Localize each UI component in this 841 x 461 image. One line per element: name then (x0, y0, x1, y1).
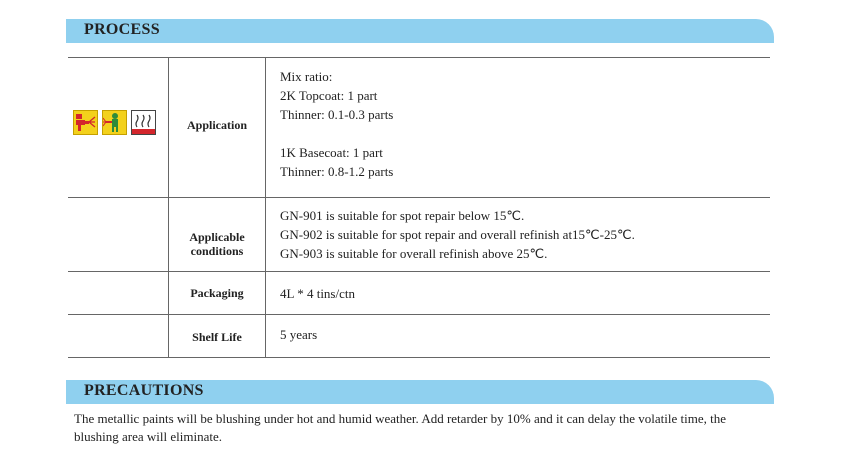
process-table (68, 57, 770, 358)
application-value (266, 58, 770, 197)
precautions-title: PRECAUTIONS (84, 382, 204, 399)
empty-icon-cell (68, 315, 169, 357)
gn902-line: GN-902 is suitable for spot repair and overall refinish at15℃-25℃. (280, 227, 635, 242)
thinner-line-1: Thinner: 0.1-0.3 parts (280, 107, 394, 122)
icon-cell (68, 58, 169, 197)
conditions-value (266, 198, 770, 271)
table-row-application (68, 58, 770, 198)
packaging-label-cell (169, 272, 266, 314)
conditions-label-line-1: Applicable (189, 230, 245, 244)
gn903-line: GN-903 is suitable for overall refinish above 25℃. (280, 246, 548, 261)
table-row-shelf-life (68, 315, 770, 358)
table-row-conditions (68, 198, 770, 272)
mix-ratio-line: Mix ratio: (280, 69, 333, 84)
conditions-label-line-2: conditions (190, 244, 244, 258)
spacer-line (280, 124, 770, 143)
topcoat-line: 2K Topcoat: 1 part (280, 88, 378, 103)
shelf-life-label-cell (169, 315, 266, 357)
spray-worker-icon (102, 110, 127, 135)
table-row-packaging (68, 272, 770, 315)
precautions-text: The metallic paints will be blushing under hot and humid weather. Add retarder by 10% and it can delay the volatile time, the blushing area will eliminate. (74, 411, 726, 444)
conditions-label (169, 230, 265, 258)
gn901-line: GN-901 is suitable for spot repair below 15℃. (280, 208, 525, 223)
shelf-life-label: Shelf Life (192, 330, 242, 344)
packaging-value (266, 272, 770, 314)
process-title: PROCESS (84, 21, 160, 38)
application-label-cell (169, 58, 266, 197)
precautions-banner (66, 380, 774, 404)
application-label: Application (186, 118, 247, 132)
conditions-label-cell (169, 198, 266, 271)
heat-drying-icon (131, 110, 156, 135)
packaging-label: Packaging (190, 286, 244, 300)
spray-gun-icon (73, 110, 98, 135)
basecoat-line: 1K Basecoat: 1 part (280, 145, 383, 160)
shelf-life-line: 5 years (280, 327, 318, 342)
thinner-line-2: Thinner: 0.8-1.2 parts (280, 164, 394, 179)
shelf-life-value (266, 315, 770, 357)
empty-icon-cell (68, 272, 169, 314)
empty-icon-cell (68, 198, 169, 271)
packaging-line: 4L * 4 tins/ctn (280, 286, 355, 301)
process-banner (66, 19, 774, 43)
